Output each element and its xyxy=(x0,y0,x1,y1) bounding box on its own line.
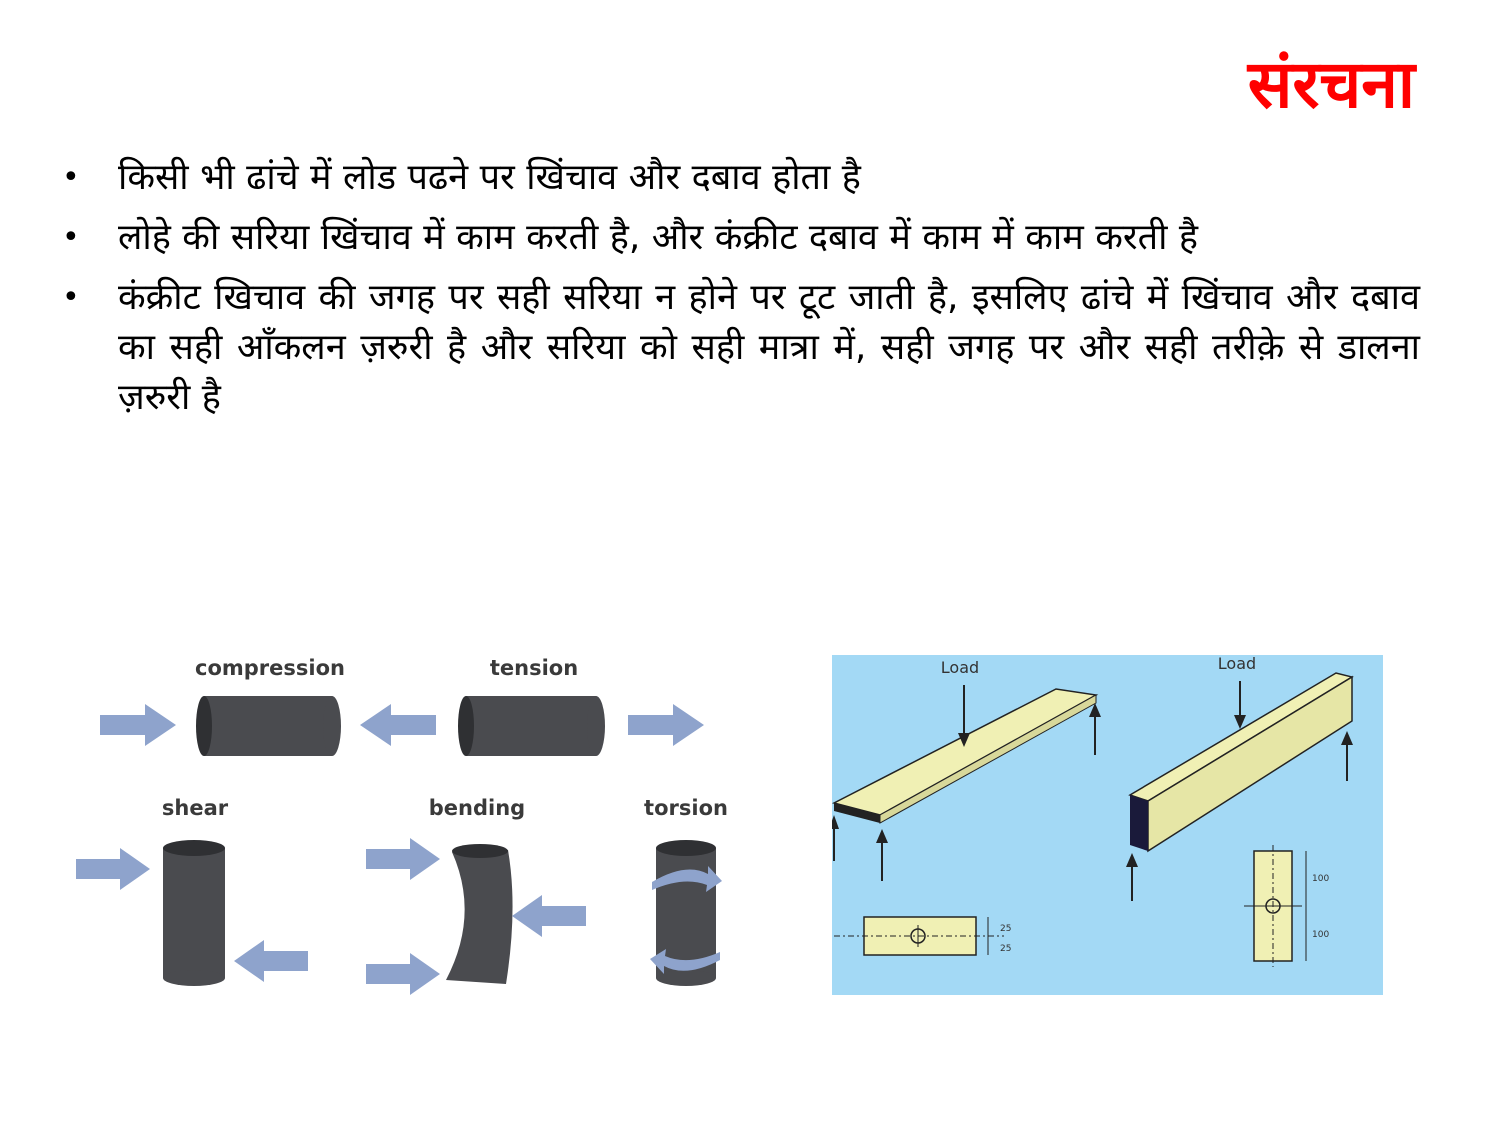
slide-title: संरचना xyxy=(1247,46,1415,123)
compression-cylinder xyxy=(196,696,341,756)
bending-beam-top xyxy=(452,844,508,858)
shear-label: shear xyxy=(161,796,229,820)
bullet-item xyxy=(60,273,1420,423)
arrow-right-icon xyxy=(366,953,440,995)
beam-loading-figure xyxy=(832,655,1383,995)
load-label-right: Load xyxy=(1217,655,1257,673)
dimension-label: 25 xyxy=(1000,944,1012,954)
stress-types-figure xyxy=(60,640,770,1010)
dimension-label: 100 xyxy=(1312,874,1330,884)
arrow-right-icon xyxy=(628,704,704,746)
bullet-symbol: • xyxy=(62,160,80,195)
shear-cylinder xyxy=(163,840,225,986)
bullet-text: कंक्रीट खिचाव की जगह पर सही सरिया न होने पर टूट जाती है, इसलिए ढांचे में खिंचाव और दबाव का सही आँकलन ज़रुरी है और सरिया को सही मात्रा में, सही जगह पर और सही तरीक़े से डालना ज़रुरी है xyxy=(118,277,1420,418)
bullet-text: लोहे की सरिया खिंचाव में काम करती है, और कंक्रीट दबाव में काम में काम करती है xyxy=(118,217,1198,258)
edge-beam-end xyxy=(1130,795,1148,851)
bullet-list xyxy=(60,153,1420,433)
bullet-item xyxy=(60,153,1420,203)
arrow-right-icon xyxy=(76,848,150,890)
dimension-label: 100 xyxy=(1312,930,1330,940)
arrow-left-icon xyxy=(512,895,586,937)
torsion-label: torsion xyxy=(644,796,728,820)
bullet-symbol: • xyxy=(62,280,80,315)
arrow-left-icon xyxy=(234,940,308,982)
tension-label: tension xyxy=(489,656,579,680)
compression-label: compression xyxy=(195,656,345,680)
bending-beam xyxy=(446,850,513,984)
bullet-symbol: • xyxy=(62,220,80,255)
bending-label: bending xyxy=(428,796,526,820)
arrow-right-icon xyxy=(100,704,176,746)
bullet-item xyxy=(60,213,1420,263)
load-label-left: Load xyxy=(940,658,980,677)
dimension-label: 25 xyxy=(1000,924,1012,934)
tension-cylinder xyxy=(458,696,605,756)
arrow-left-icon xyxy=(360,704,436,746)
arrow-right-icon xyxy=(366,838,440,880)
bullet-text: किसी भी ढांचे में लोड पढने पर खिंचाव और दबाव होता है xyxy=(118,157,861,198)
